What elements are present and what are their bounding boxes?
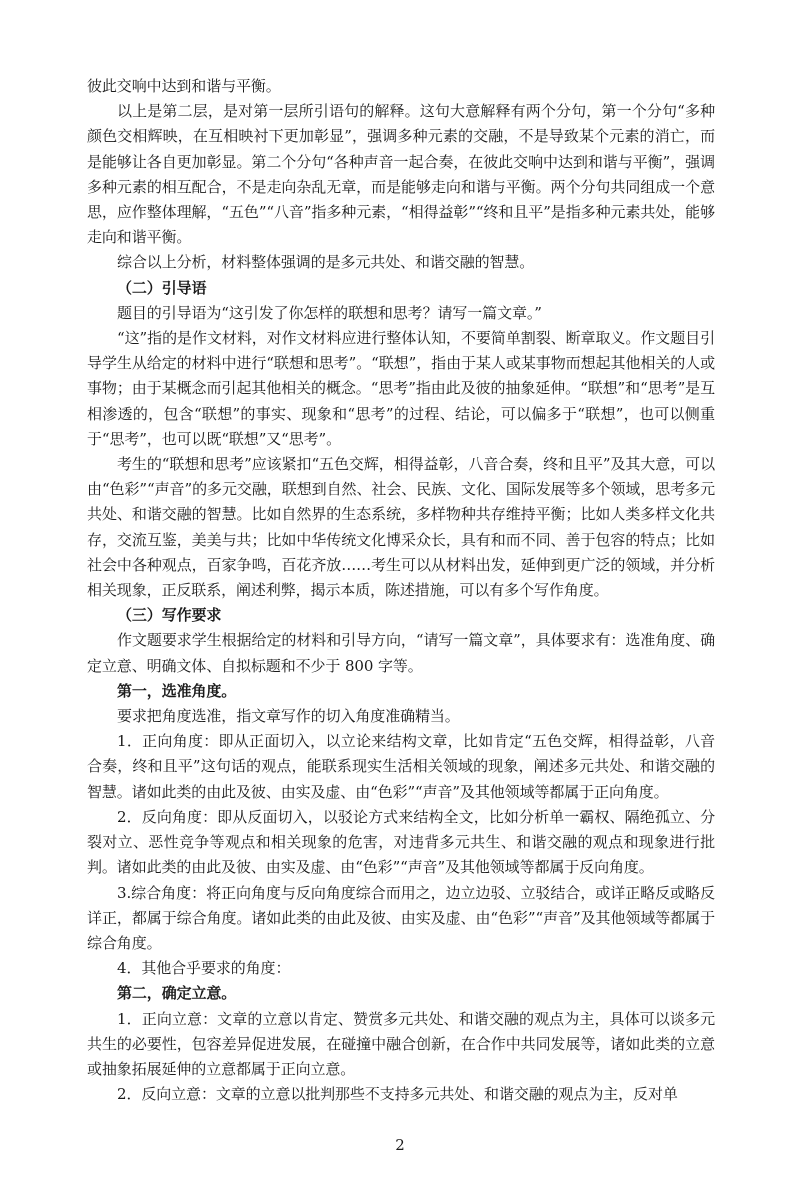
paragraph-combined-angle: 3.综合角度：将正向角度与反向角度综合而用之，边立边驳、立驳结合，或详正略反或略反详正，都属于综合角度。诸如此类的由此及彼、由实及虚、由“色彩”“声音”及其他领域等都属于综合角度。 xyxy=(87,883,715,952)
paragraph-angle-intro: 要求把角度选准，指文章写作的切入角度准确精当。 xyxy=(117,707,460,726)
paragraph-positive-theme: 1．正向立意：文章的立意以肯定、赞赏多元共处、和谐交融的观点为主，具体可以谈多元共生的必要性，包容差异促进发展，在碰撞中融合创新，在合作中共同发展等，诸如此类的立意或抽象拓展延伸的立意都属于正向立意。 xyxy=(87,1009,715,1078)
paragraph-positive-angle: 1．正向角度：即从正面切入，以立论来结构文章，比如肯定“五色交辉，相得益彰，八音合奏，终和且平”这句话的观点，能联系现实生活相关领域的现象，阐述多元共处、和谐交融的智慧。诸如此类的由此及彼、由实及虚、由“色彩”“声音”及其他领域等都属于正向角度。 xyxy=(87,732,715,801)
section-heading-writing-requirements: （三）写作要求 xyxy=(117,606,222,625)
paragraph-negative-theme: 2．反向立意：文章的立意以批判那些不支持多元共处、和谐交融的观点为主，反对单 xyxy=(117,1085,678,1104)
paragraph-association-thinking: “这”指的是作文材料，对作文材料应进行整体认知，不要简单割裂、断章取义。作文题目引导学生从给定的材料中进行“联想和思考”。“联想”，指由于某人或某事物而想起其他相关的人或事物；由于某概念而引起其他相关的概念。“思考”指由此及彼的抽象延伸。“联想”和“思考”是互相渗透的，包含“联想”的事实、现象和“思考”的过程、结论，可以偏多于“联想”，也可以侧重于“思考”，也可以既“联想”又“思考”。 xyxy=(87,329,715,448)
page-body xyxy=(87,74,715,1107)
paragraph-guide-quote: 题目的引导语为“这引发了你怎样的联想和思考？请写一篇文章。” xyxy=(117,303,542,322)
paragraph-summary: 综合以上分析，材料整体强调的是多元共处、和谐交融的智慧。 xyxy=(117,253,535,272)
page-number: 2 xyxy=(395,1136,405,1154)
paragraph-other-angles: 4．其他合乎要求的角度： xyxy=(117,959,291,978)
paragraph-continuation: 彼此交响中达到和谐与平衡。 xyxy=(87,77,281,95)
paragraph-examinee-angles: 考生的“联想和思考”应该紧扣“五色交辉，相得益彰，八音合奏，终和且平”及其大意，可以由“色彩”“声音”的多元交融，联想到自然、社会、民族、文化、国际发展等多个领域，思考多元共处、和谐交融的智慧。比如自然界的生态系统，多样物种共存维持平衡；比如人类多样文化共存，交流互鉴，美美与共；比如中华传统文化博采众长，具有和而不同、善于包容的特点；比如社会中各种观点，百家争鸣，百花齐放……考生可以从材料出发，延伸到更广泛的领域，并分析相关现象，正反联系，阐述利弊，揭示本质，陈述措施，可以有多个写作角度。 xyxy=(87,455,715,600)
paragraph-requirements: 作文题要求学生根据给定的材料和引导方向，“请写一篇文章”，具体要求有：选准角度、确定立意、明确文体、自拟标题和不少于 800 字等。 xyxy=(87,631,715,675)
paragraph-second-layer-explanation: 以上是第二层，是对第一层所引语句的解释。这句大意解释有两个分句，第一个分句“多种颜色交相辉映，在互相映衬下更加彰显”，强调多种元素的交融，不是导致某个元素的消亡，而是能够让各自更加彰显。第二个分句“各种声音一起合奏，在彼此交响中达到和谐与平衡”，强调多种元素的相互配合，不是走向杂乱无章，而是能够走向和谐与平衡。两个分句共同组成一个意思，应作整体理解，“五色”“八音”指多种元素，“相得益彰”“终和且平”是指多种元素共处，能够走向和谐平衡。 xyxy=(87,102,715,247)
subheading-choose-angle: 第一，选准角度。 xyxy=(117,681,237,700)
paragraph-negative-angle: 2．反向角度：即从反面切入，以驳论方式来结构全文，比如分析单一霸权、隔绝孤立、分裂对立、恶性竞争等观点和相关现象的危害，对违背多元共生、和谐交融的观点和现象进行批判。诸如此类的由此及彼、由实及虚、由“色彩”“声音”及其他领域等都属于反向角度。 xyxy=(87,807,715,877)
section-heading-guide: （二）引导语 xyxy=(117,278,207,297)
subheading-determine-theme: 第二，确定立意。 xyxy=(117,984,237,1003)
